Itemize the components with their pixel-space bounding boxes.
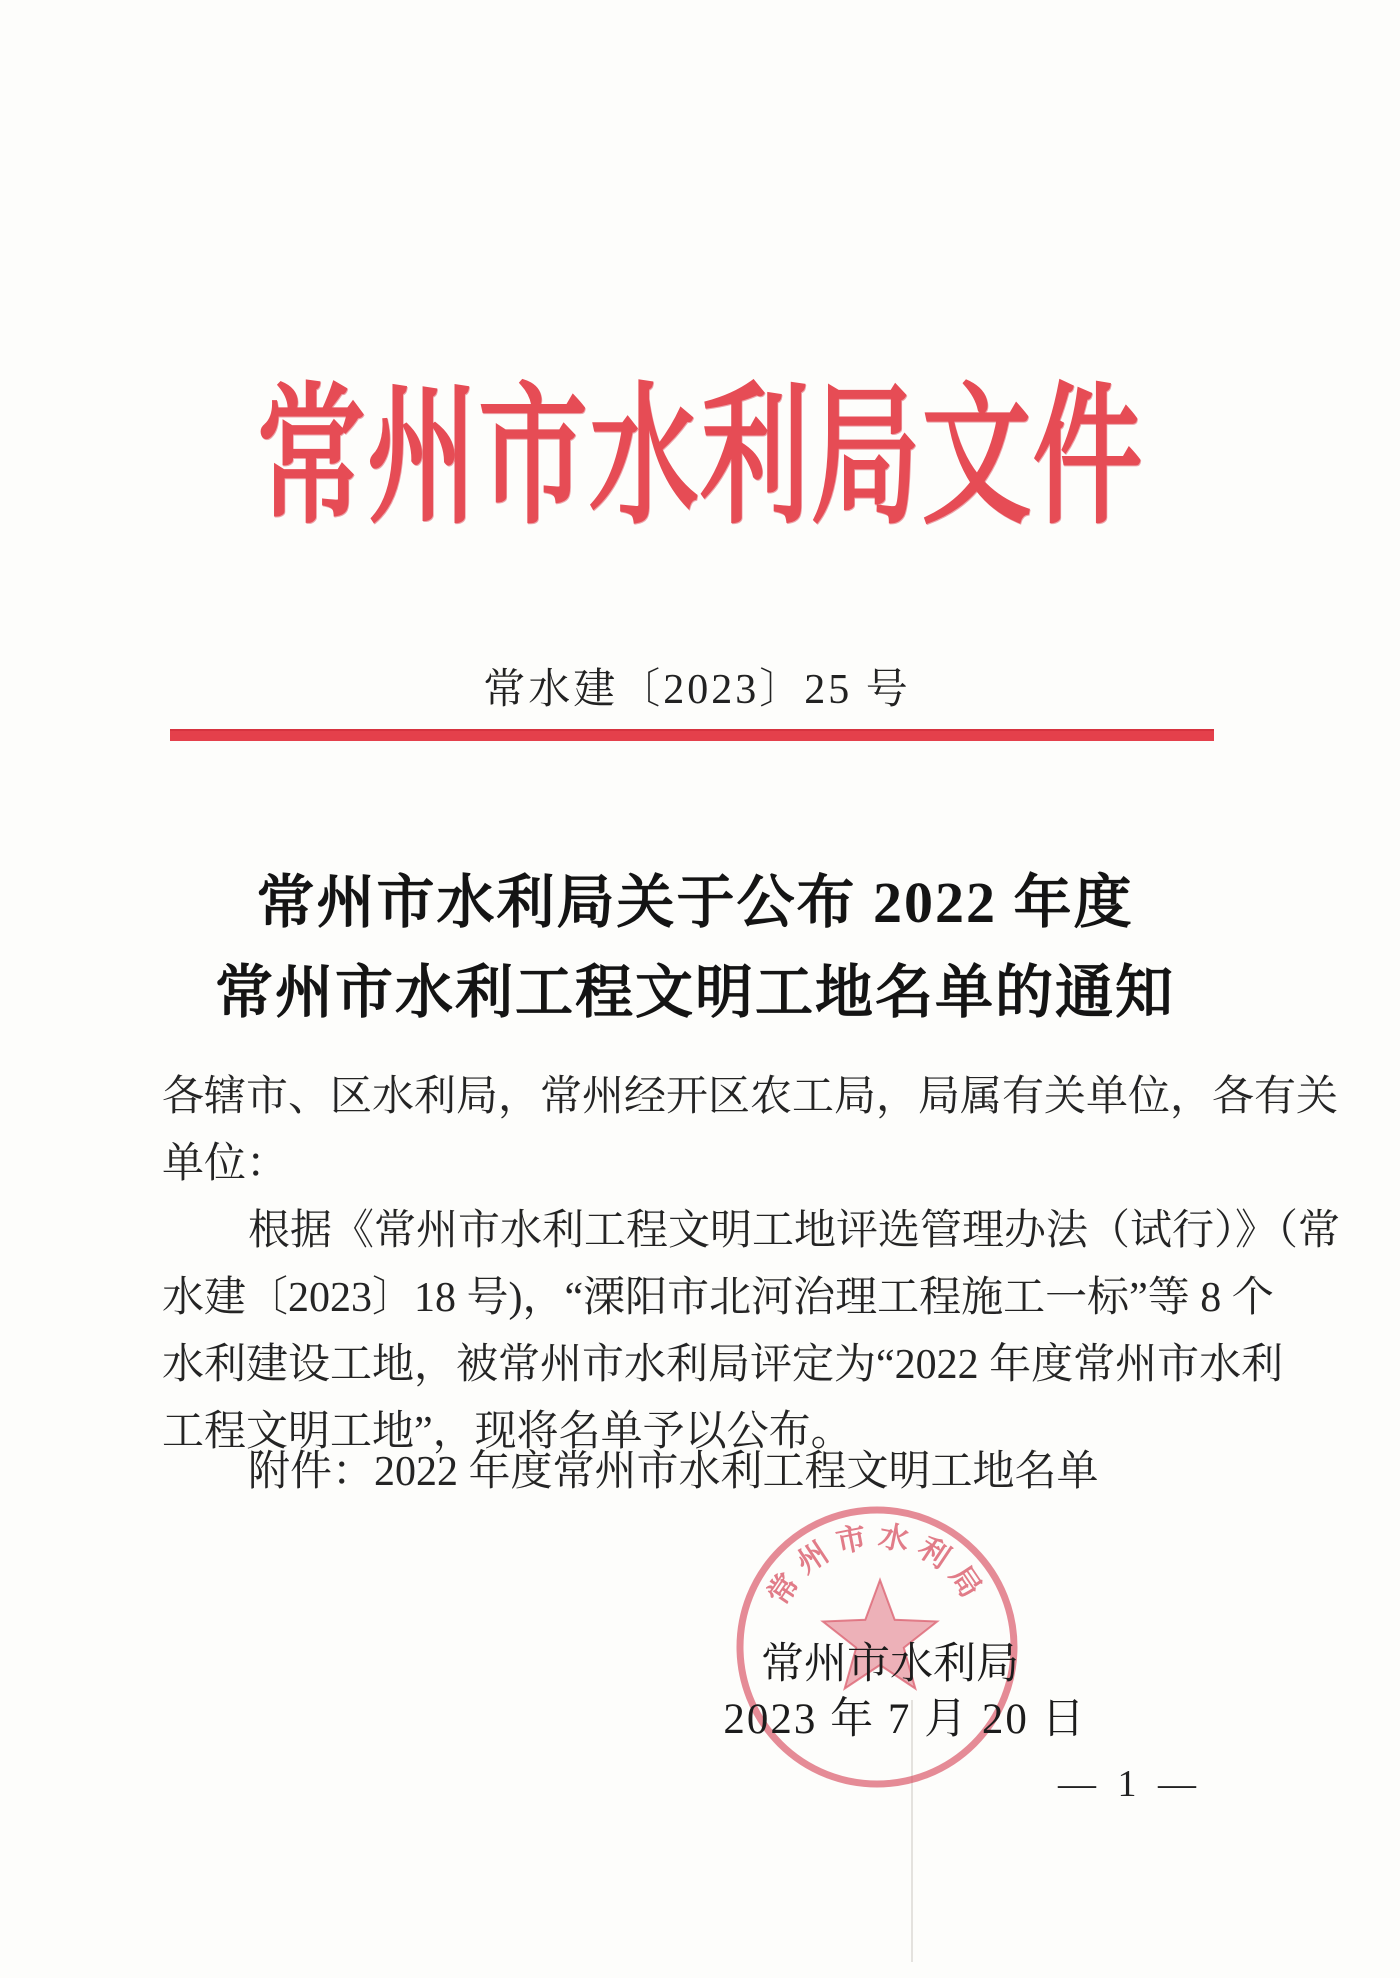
signature-org: 常州市水利局 bbox=[761, 1641, 1019, 1688]
document-title-line1: 常州市水利局关于公布 2022 年度 bbox=[256, 870, 1134, 935]
paragraph-line1: 根据《常州市水利工程文明工地评选管理办法（试行）》（常 bbox=[248, 1208, 1341, 1254]
paragraph-line4: 工程文明工地”，现将名单予以公布。 bbox=[162, 1409, 853, 1455]
salutation-line1: 各辖市、区水利局，常州经开区农工局，局属有关单位，各有关 bbox=[162, 1074, 1339, 1120]
page-number: — 1 — bbox=[1058, 1763, 1202, 1805]
paragraph-line3: 水利建设工地，被常州市水利局评定为“2022 年度常州市水利 bbox=[162, 1342, 1284, 1388]
document-title-line2: 常州市水利工程文明工地名单的通知 bbox=[214, 960, 1175, 1025]
masthead-title: 常州市水利局文件 bbox=[256, 374, 1144, 542]
attachment-note: 附件：2022 年度常州市水利工程文明工地名单 bbox=[248, 1449, 1099, 1495]
body-text bbox=[162, 1064, 1341, 1466]
salutation-line2: 单位： bbox=[162, 1141, 289, 1187]
masthead bbox=[0, 374, 1400, 542]
red-divider-rule bbox=[170, 729, 1214, 741]
document-number: 常水建〔2023〕25 号 bbox=[483, 667, 911, 713]
document-title bbox=[0, 858, 1390, 1038]
signature-date: 2023 年 7 月 20 日 bbox=[723, 1696, 1087, 1743]
paragraph-line2: 水建〔2023〕18 号)，“溧阳市北河治理工程施工一标”等 8 个 bbox=[162, 1275, 1274, 1321]
stamp-curved-text: 常州市水利局 bbox=[761, 1519, 993, 1611]
